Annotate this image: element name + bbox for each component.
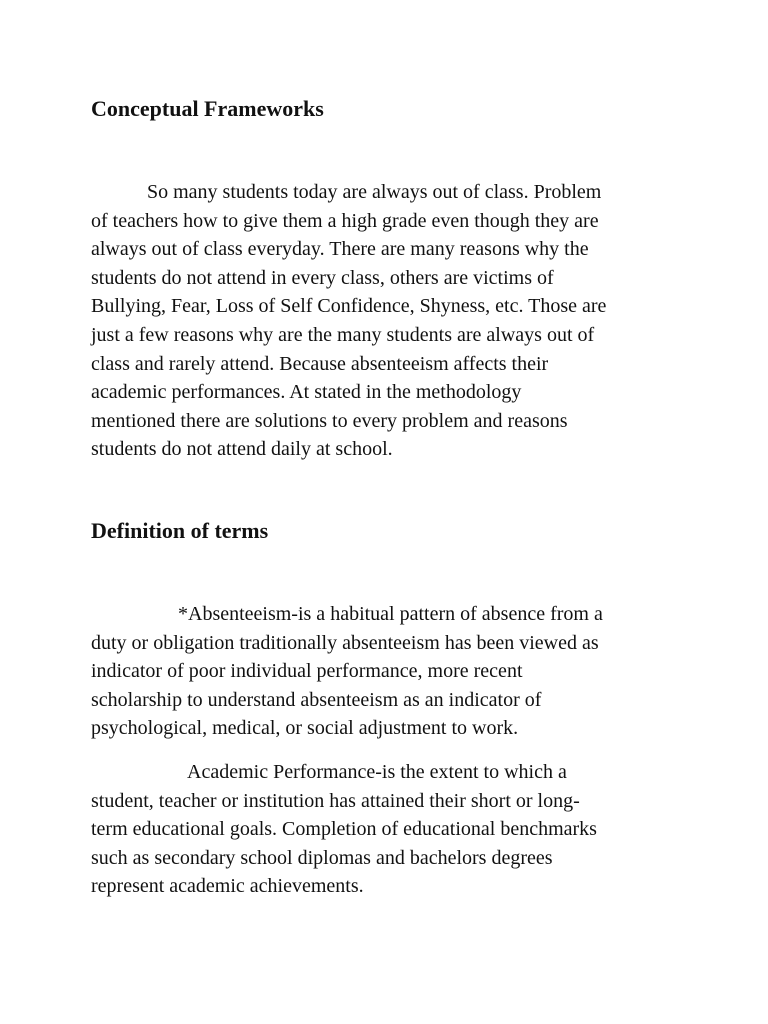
paragraph-line: mentioned there are solutions to every problem and reasons bbox=[91, 409, 568, 432]
paragraph-line: academic performances. At stated in the methodology bbox=[91, 381, 522, 404]
paragraph-line: psychological, medical, or social adjustment to work. bbox=[91, 717, 519, 740]
paragraph-line: of teachers how to give them a high grade even though they are bbox=[91, 209, 599, 232]
paragraph-line: students do not attend daily at school. bbox=[91, 438, 393, 461]
paragraph-line: So many students today are always out of class. Problem bbox=[147, 181, 602, 203]
paragraph-line: always out of class everyday. There are many reasons why the bbox=[91, 238, 589, 261]
paragraph-line: just a few reasons why are the many students are always out of bbox=[91, 323, 595, 346]
paragraph-line: Academic Performance-is the extent to which a bbox=[187, 761, 567, 783]
paragraph-academic-performance-definition bbox=[91, 758, 651, 901]
paragraph-line: scholarship to understand absenteeism as an indicator of bbox=[91, 688, 542, 711]
paragraph-line: *Absenteeism-is a habitual pattern of absence from a bbox=[178, 603, 603, 625]
paragraph-absenteeism-definition bbox=[91, 600, 651, 743]
paragraph-line: students do not attend in every class, others are victims of bbox=[91, 266, 554, 289]
paragraph-line: term educational goals. Completion of educational benchmarks bbox=[91, 818, 597, 841]
section-heading-conceptual-frameworks: Conceptual Frameworks bbox=[91, 96, 324, 121]
paragraph-line: represent academic achievements. bbox=[91, 875, 364, 898]
paragraph-line: class and rarely attend. Because absenteeism affects their bbox=[91, 352, 549, 375]
paragraph-line: duty or obligation traditionally absenteeism has been viewed as bbox=[91, 631, 599, 654]
paragraph-line: student, teacher or institution has attained their short or long- bbox=[91, 789, 580, 812]
paragraph-line: indicator of poor individual performance, more recent bbox=[91, 660, 523, 683]
paragraph-line: Bullying, Fear, Loss of Self Confidence, Shyness, etc. Those are bbox=[91, 295, 607, 318]
paragraph-line: such as secondary school diplomas and bachelors degrees bbox=[91, 846, 553, 869]
section-heading-definition-of-terms: Definition of terms bbox=[91, 518, 269, 543]
paragraph-conceptual-frameworks bbox=[91, 178, 651, 464]
